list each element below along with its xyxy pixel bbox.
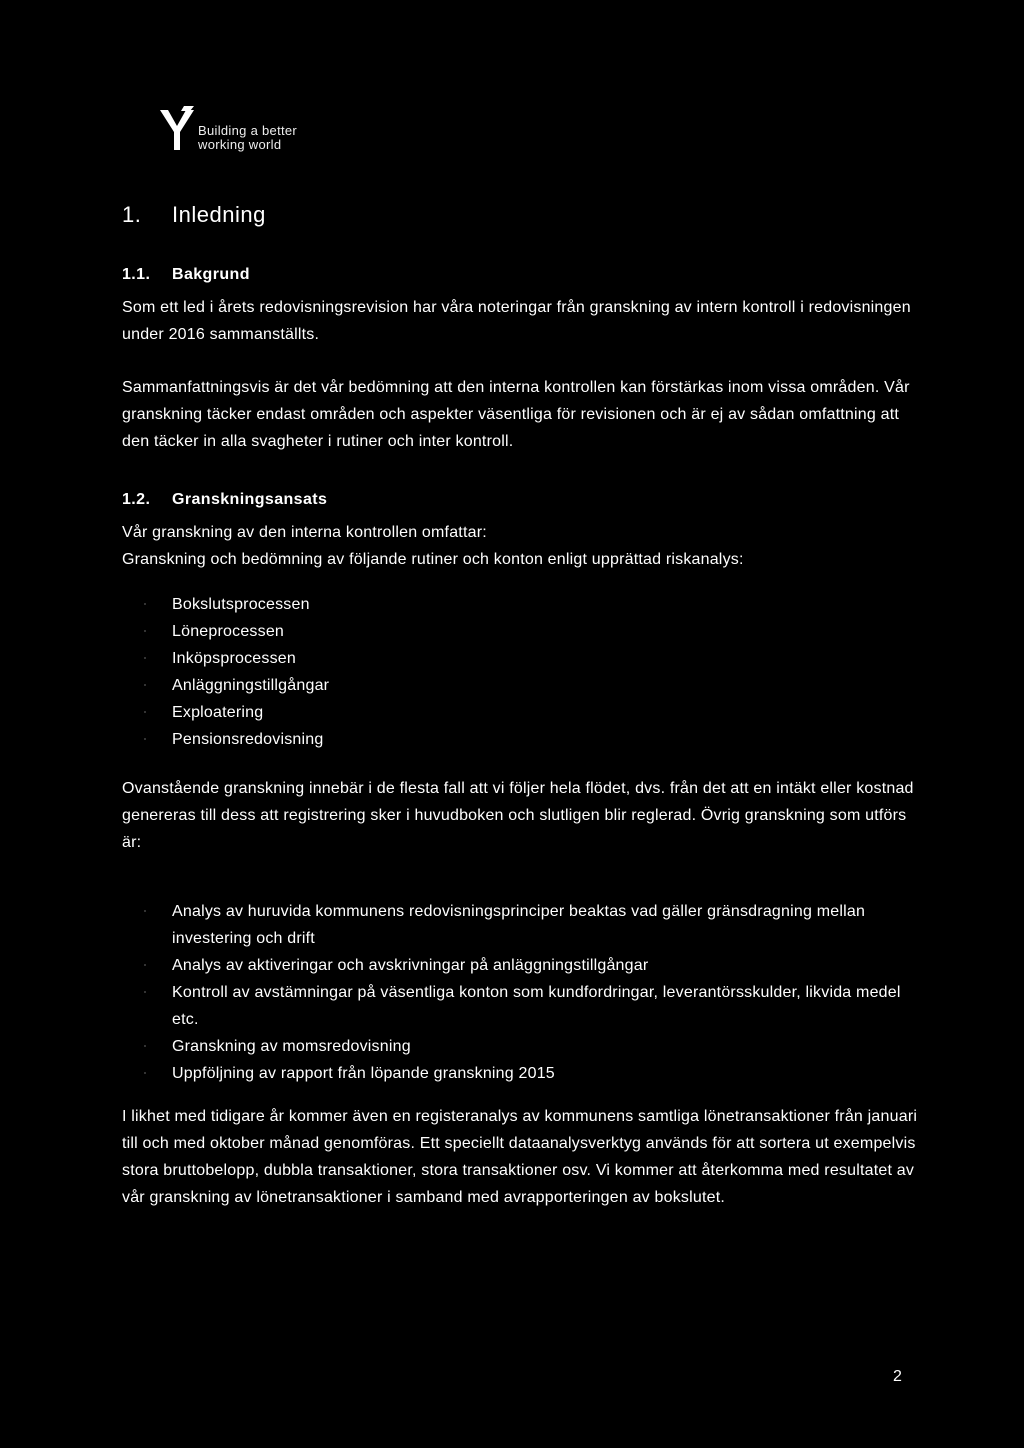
- company-logo: [160, 106, 320, 156]
- section-number: 1.1.: [122, 266, 151, 283]
- chapter-heading: [122, 200, 922, 230]
- review-list: [122, 898, 922, 1087]
- list-item: Pensionsredovisning: [172, 726, 922, 753]
- document-body: [122, 200, 922, 1211]
- section-number: 1.2.: [122, 491, 151, 508]
- list-item: Bokslutsprocessen: [172, 591, 922, 618]
- section-title: Bakgrund: [172, 266, 250, 283]
- logo-tagline-line1: Building a better: [198, 123, 298, 138]
- list-item: Anläggningstillgångar: [172, 672, 922, 699]
- section-heading-bakgrund: [122, 264, 922, 286]
- process-list: [122, 591, 922, 753]
- chapter-title: Inledning: [172, 202, 266, 227]
- paragraph: Sammanfattningsvis är det vår bedömning att den interna kontrollen kan förstärkas inom vissa områden. Vår granskning täcker endast områden och aspekter väsentliga för revisionen och är ej av sådan omfattning att den täcker in alla svagheter i rutiner och inter kontroll.: [122, 379, 910, 450]
- list-item: Uppföljning av rapport från löpande granskning 2015: [172, 1060, 922, 1087]
- list-item: Löneprocessen: [172, 618, 922, 645]
- list-item: Analys av huruvida kommunens redovisningsprinciper beaktas vad gäller gränsdragning mellan investering och drift: [172, 898, 922, 952]
- paragraph: Vår granskning av den interna kontrollen omfattar:: [122, 524, 487, 541]
- logo-y-icon: [160, 106, 194, 152]
- list-item: Analys av aktiveringar och avskrivningar på anläggningstillgångar: [172, 952, 922, 979]
- chapter-number: 1.: [122, 202, 142, 227]
- list-item: Granskning av momsredovisning: [172, 1033, 922, 1060]
- list-item: Inköpsprocessen: [172, 645, 922, 672]
- list-item: Exploatering: [172, 699, 922, 726]
- paragraph: Som ett led i årets redovisningsrevision har våra noteringar från granskning av intern kontroll i redovisningen under 2016 sammanställts.: [122, 299, 911, 343]
- paragraph: I likhet med tidigare år kommer även en registeranalys av kommunens samtliga lönetransaktioner från januari till och med oktober månad genomföras. Ett speciellt dataanalysverktyg används för att sortera ut exempelvis stora bruttobelopp, dubbla transaktioner, stora transaktioner osv. Vi kommer att återkomma med resultatet av vår granskning av lönetransaktioner i samband med avrapporteringen av bokslutet.: [122, 1108, 918, 1206]
- section-title: Granskningsansats: [172, 491, 328, 508]
- section-heading-granskningsansats: [122, 489, 922, 511]
- list-item: Kontroll av avstämningar på väsentliga konton som kundfordringar, leverantörsskulder, likvida medel etc.: [172, 979, 922, 1033]
- paragraph: Granskning och bedömning av följande rutiner och konton enligt upprättad riskanalys:: [122, 551, 744, 568]
- page-number: 2: [893, 1368, 902, 1385]
- logo-tagline: [198, 124, 297, 152]
- paragraph: Ovanstående granskning innebär i de flesta fall att vi följer hela flödet, dvs. från det att en intäkt eller kostnad genereras till dess att registrering sker i huvudboken och slutligen blir reglerad. Övrig granskning som utförs är:: [122, 780, 914, 851]
- logo-tagline-line2: working world: [198, 137, 282, 152]
